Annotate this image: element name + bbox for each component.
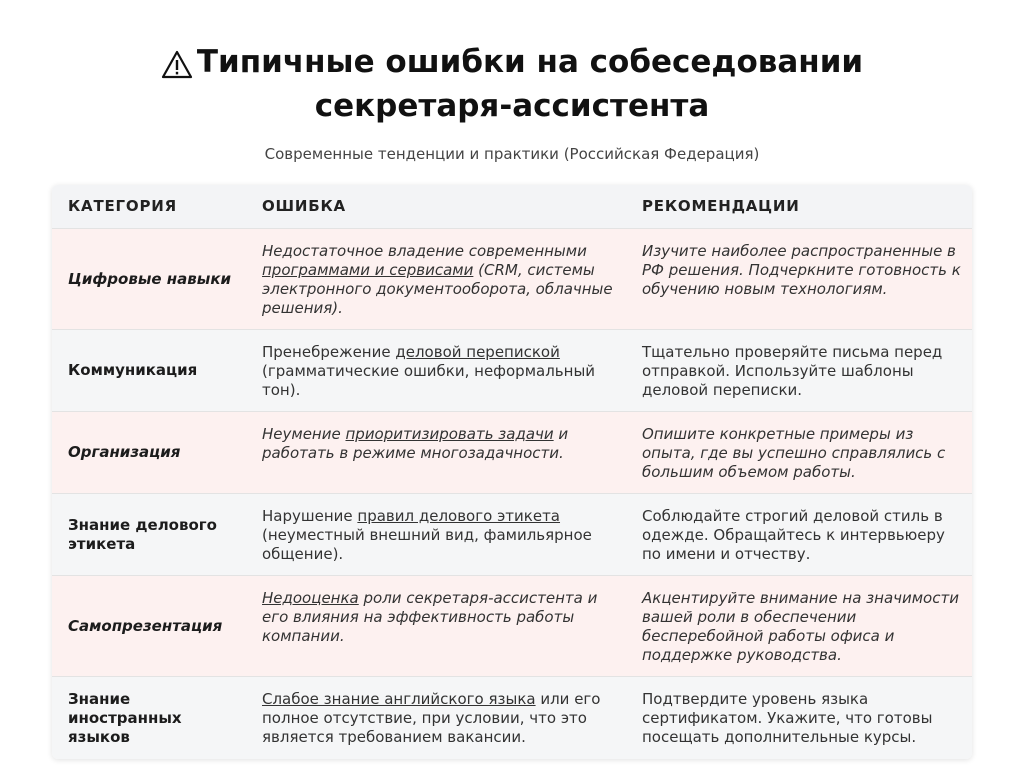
table-row [52, 412, 972, 494]
table-row [52, 677, 972, 759]
table-row [52, 330, 972, 412]
error-text-post: роли секретаря-ассистента и его влияния на эффективность работы компании. [262, 589, 598, 645]
row-error [262, 576, 622, 676]
page-subtitle: Современные тенденции и практики (Российская Федерация) [264, 145, 760, 163]
error-text-pre: Пренебрежение [262, 343, 396, 361]
table-row [52, 229, 972, 330]
row-category: Знание делового этикета [68, 515, 217, 553]
title-block [0, 40, 1024, 128]
header-error: ОШИБКА [262, 197, 346, 215]
error-text-post: или его полное отсутствие, при условии, что это является требованием вакансии. [262, 690, 601, 746]
row-recommendation: Опишите конкретные примеры из опыта, где вы успешно справлялись с большим объемом работы. [642, 425, 946, 481]
row-recommendation: Тщательно проверяйте письма перед отправкой. Используйте шаблоны деловой переписки. [642, 343, 943, 399]
row-category: Организация [68, 443, 181, 461]
error-text-post: (CRM, системы электронного документооборота, облачные решения). [262, 261, 613, 317]
row-error [262, 412, 622, 493]
table-row [52, 494, 972, 576]
page-title-text1: Типичные ошибки на собеседовании [196, 44, 864, 80]
error-link[interactable]: программами и сервисами [262, 261, 474, 279]
warning-icon [161, 48, 193, 78]
error-link[interactable]: Недооценка [262, 589, 359, 607]
error-link[interactable]: приоритизировать задачи [345, 425, 554, 443]
row-recommendation: Изучите наиболее распространенные в РФ решения. Подчеркните готовность к обучению новым технологиям. [642, 242, 961, 298]
mistakes-table [52, 185, 972, 759]
row-recommendation: Акцентируйте внимание на значимости вашей роли в обеспечении бесперебойной работы офиса и поддержке руководства. [642, 589, 959, 664]
row-error [262, 677, 622, 759]
error-text-pre: Нарушение [262, 507, 358, 525]
row-recommendation: Подтвердите уровень языка сертификатом. Укажите, что готовы посещать дополнительные курсы. [642, 690, 933, 746]
header-recommendations: РЕКОМЕНДАЦИИ [642, 197, 800, 215]
row-recommendation: Соблюдайте строгий деловой стиль в одежде. Обращайтесь к интервьюеру по имени и отчеству. [642, 507, 945, 563]
table-header-row [52, 185, 972, 229]
row-error [262, 494, 622, 575]
page-title-line2: секретаря-ассистента [314, 88, 710, 124]
error-link[interactable]: правил делового этикета [357, 507, 561, 525]
header-category: КАТЕГОРИЯ [68, 197, 177, 215]
error-link[interactable]: Слабое знание английского языка [262, 690, 536, 708]
row-category: Знание иностранных языков [68, 689, 182, 746]
row-category: Самопрезентация [68, 616, 223, 635]
row-category: Цифровые навыки [68, 269, 232, 288]
error-text-post: (грамматические ошибки, неформальный тон). [262, 362, 596, 399]
error-link[interactable]: деловой перепиской [395, 343, 560, 361]
table-row [52, 576, 972, 677]
row-error [262, 330, 622, 411]
error-text-post: (неуместный внешний вид, фамильярное общение). [262, 526, 592, 563]
error-text-pre: Неумение [262, 425, 346, 443]
row-error [262, 229, 622, 329]
error-text-pre: Недостаточное владение современными [262, 242, 587, 260]
row-category: Коммуникация [68, 361, 198, 379]
error-text-post: и работать в режиме многозадачности. [262, 425, 569, 462]
page-title-line1 [0, 40, 1024, 84]
